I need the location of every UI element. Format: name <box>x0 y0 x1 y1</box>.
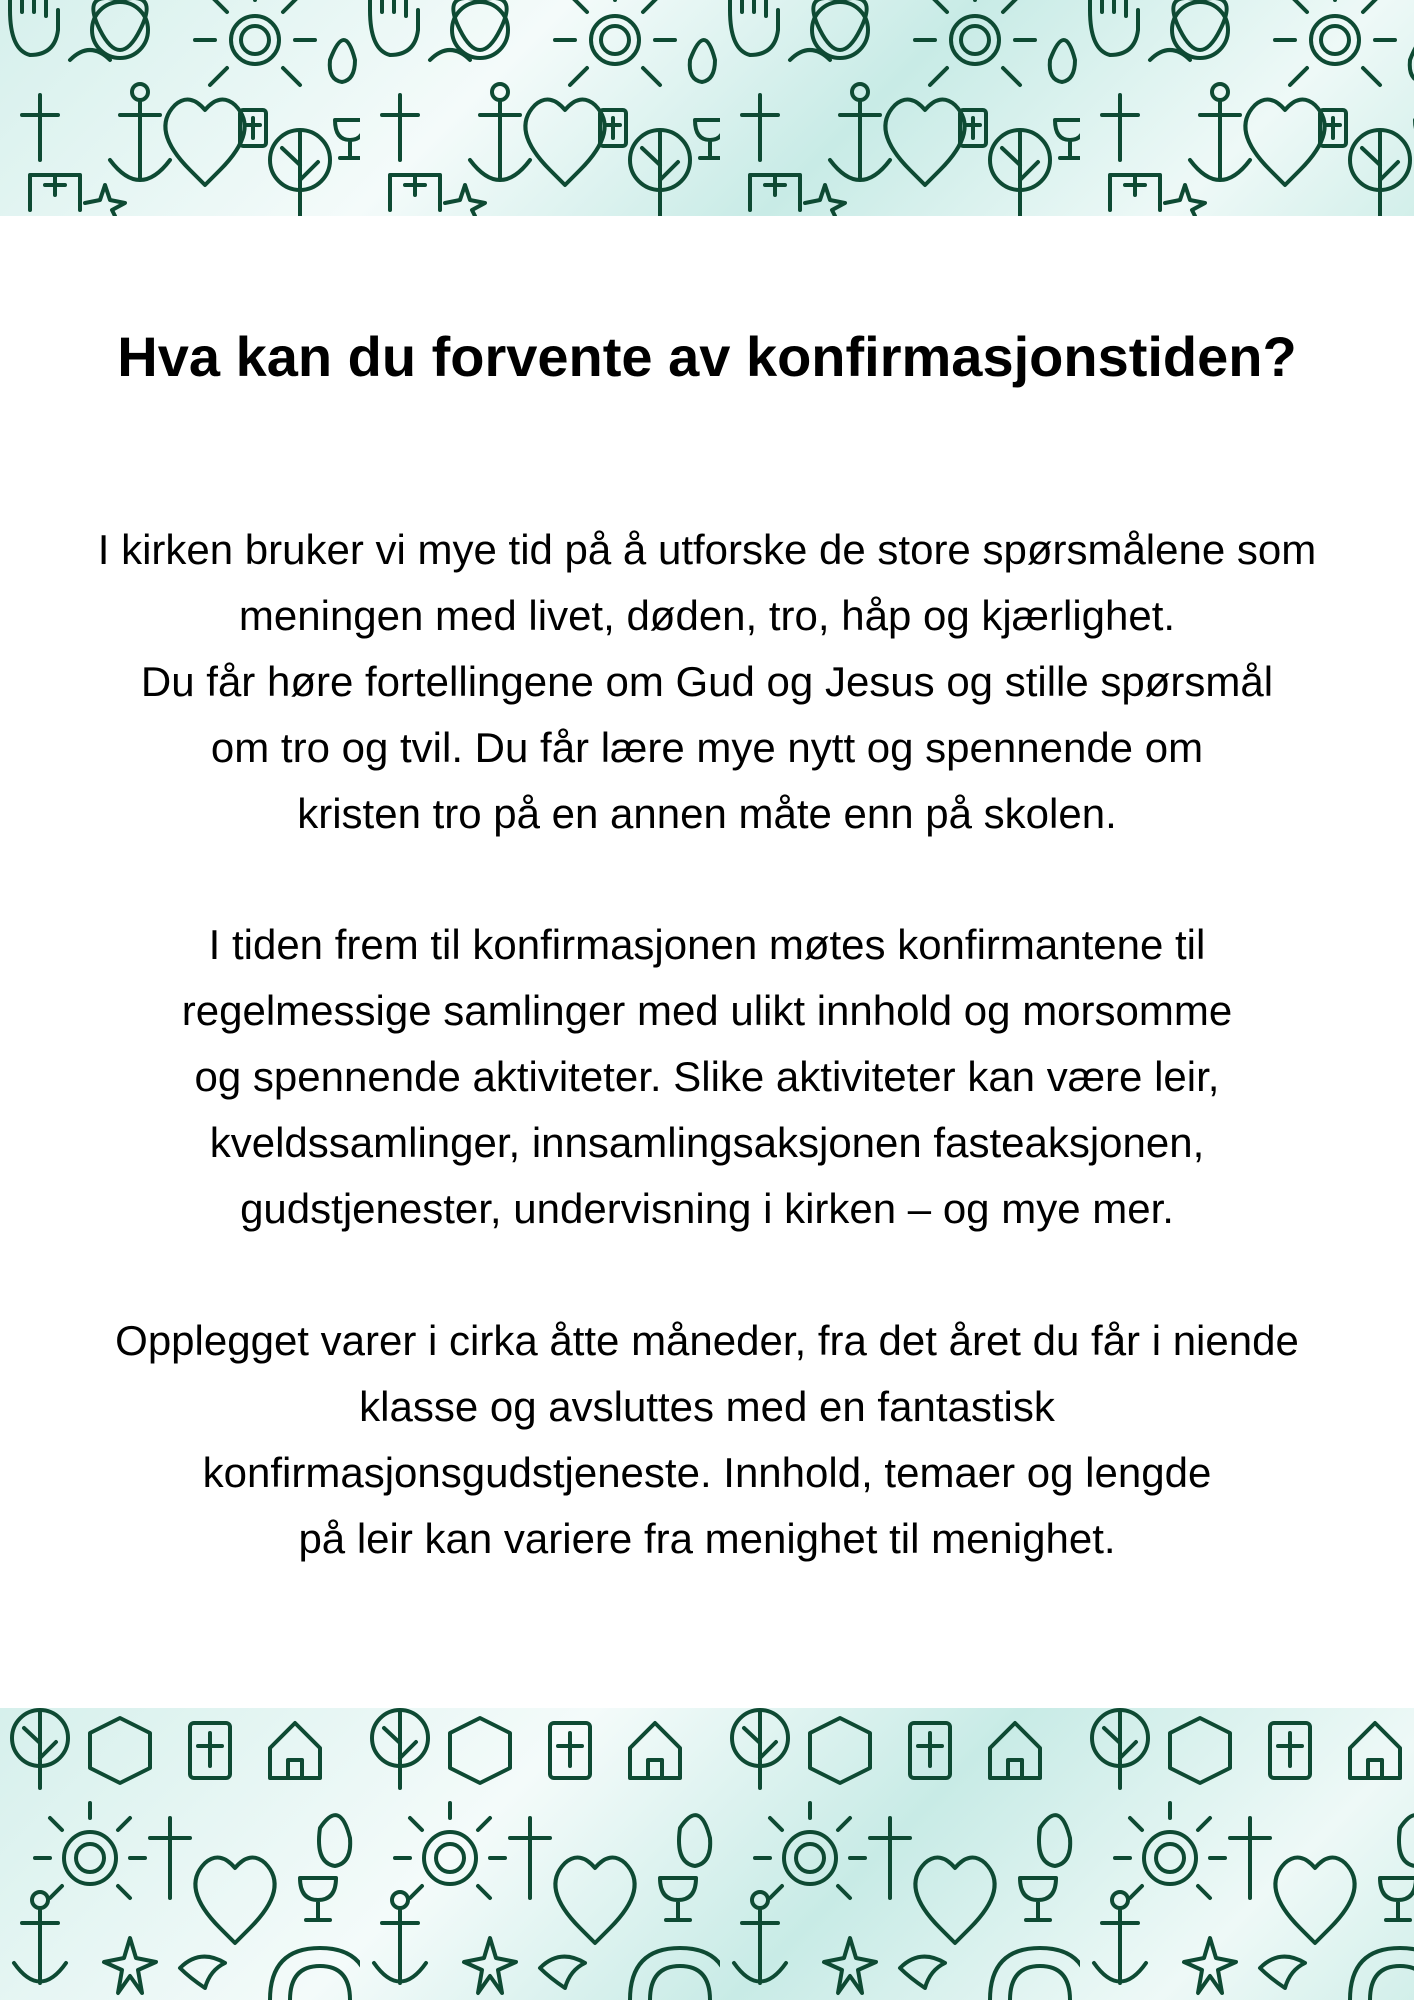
page-title: Hva kan du forvente av konfirmasjonstiden? <box>117 325 1297 388</box>
text-line: meningen med livet, døden, tro, håp og kjærlighet. <box>238 592 1176 639</box>
text-line: Opplegget varer i cirka åtte måneder, fra det året du får i niende <box>115 1317 1299 1364</box>
paragraph-duration <box>20 1308 1394 1572</box>
text-line: konfirmasjonsgudstjeneste. Innhold, temaer og lengde <box>202 1449 1212 1496</box>
text-line: gudstjenester, undervisning i kirken – og mye mer. <box>240 1185 1174 1232</box>
top-decorative-banner <box>0 0 1414 216</box>
text-line: kveldssamlinger, innsamlingsaksjonen fasteaksjonen, <box>209 1119 1205 1166</box>
text-line: kristen tro på en annen måte enn på skolen. <box>297 790 1117 837</box>
paragraph-intro <box>20 517 1394 847</box>
text-line: klasse og avsluttes med en fantastisk <box>359 1383 1055 1430</box>
bottom-decorative-banner <box>0 1708 1414 2000</box>
paragraph-activities <box>20 912 1394 1242</box>
religious-symbols-pattern-top <box>0 0 1414 216</box>
text-line: Du får høre fortellingene om Gud og Jesus og stille spørsmål <box>140 658 1274 705</box>
text-line: og spennende aktiviteter. Slike aktiviteter kan være leir, <box>194 1053 1220 1100</box>
text-line: regelmessige samlinger med ulikt innhold og morsomme <box>181 987 1233 1034</box>
text-line: I tiden frem til konfirmasjonen møtes konfirmantene til <box>208 921 1206 968</box>
religious-symbols-pattern-bottom <box>0 1708 1414 2000</box>
text-line: på leir kan variere fra menighet til menighet. <box>298 1515 1116 1562</box>
text-line: I kirken bruker vi mye tid på å utforske de store spørsmålene som <box>97 526 1317 573</box>
text-line: om tro og tvil. Du får lære mye nytt og spennende om <box>210 724 1204 771</box>
